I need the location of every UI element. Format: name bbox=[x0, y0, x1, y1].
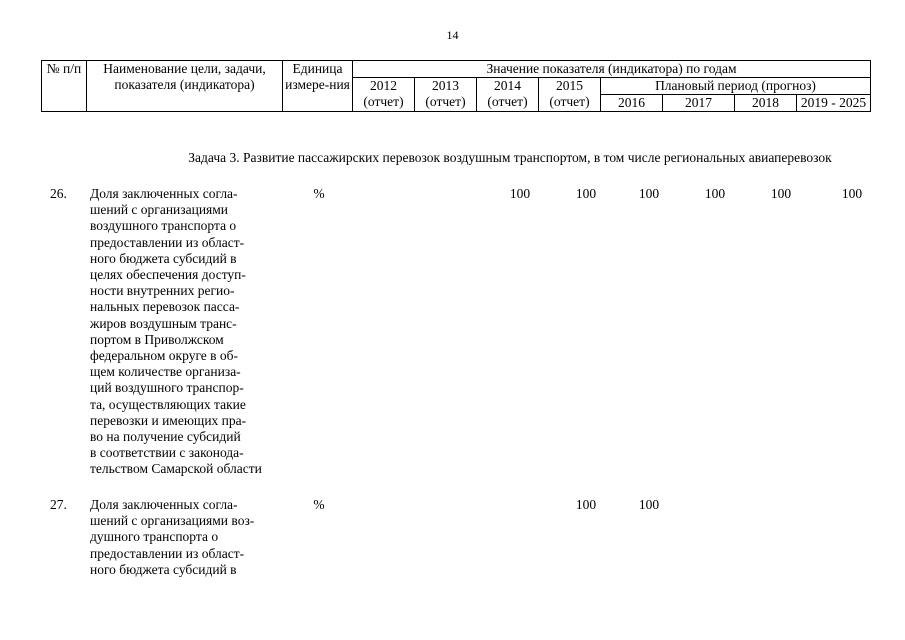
header-year-2012: 2012 (отчет) bbox=[353, 78, 415, 112]
header-plan-2019-2025: 2019 - 2025 bbox=[797, 95, 871, 112]
header-num: № п/п bbox=[42, 61, 87, 112]
header-plan-2018: 2018 bbox=[735, 95, 797, 112]
row-27-unit: % bbox=[313, 497, 325, 512]
row-26-unit: % bbox=[313, 186, 325, 201]
row-26-val-2015: 100 bbox=[575, 186, 597, 201]
header-plan-2017: 2017 bbox=[663, 95, 735, 112]
row-26-val-2016: 100 bbox=[638, 186, 660, 201]
header-table bbox=[41, 60, 871, 112]
header-year-2015: 2015 (отчет) bbox=[539, 78, 601, 112]
row-27-num: 27. bbox=[50, 497, 67, 512]
row-27-val-2016: 100 bbox=[638, 497, 660, 512]
header-unit: Единица измере-ния bbox=[283, 61, 353, 112]
header-plan-title: Плановый период (прогноз) bbox=[601, 78, 871, 95]
task-title: Задача 3. Развитие пассажирских перевозок воздушным транспортом, в том числе региональных авиаперевозок bbox=[188, 150, 832, 165]
row-27-name: Доля заключенных согла- шений с организациями воз- душного транспорта о предоставлении из област- ного бюджета субсидий в bbox=[90, 497, 255, 577]
header-plan-2016: 2016 bbox=[601, 95, 663, 112]
header-year-2013: 2013 (отчет) bbox=[415, 78, 477, 112]
header-values-title: Значение показателя (индикатора) по годам bbox=[353, 61, 871, 78]
page-number: 14 bbox=[446, 28, 459, 42]
row-26-num: 26. bbox=[50, 186, 67, 201]
row-26-name: Доля заключенных согла- шений с организациями воздушного транспорта о предоставлении из област- ного бюджета субсидий в целях обеспечения доступ- ности внутренних регио- нальных перевозок пасса- жиров воздушным транс- портом в Приволжском федеральном округе в об- щем количестве организа- ций воздушного транспор- та, осуществляющих такие перевозки и имеющих пра- во на получение субсидий в соответствии с законода- тельством Самарской области bbox=[90, 186, 262, 477]
row-26-val-2017: 100 bbox=[704, 186, 726, 201]
header-name: Наименование цели, задачи, показателя (индикатора) bbox=[87, 61, 283, 112]
row-26-val-2019-2025: 100 bbox=[841, 186, 863, 201]
row-26-val-2018: 100 bbox=[770, 186, 792, 201]
header-year-2014: 2014 (отчет) bbox=[477, 78, 539, 112]
row-27-val-2015: 100 bbox=[575, 497, 597, 512]
row-26-val-2014: 100 bbox=[509, 186, 531, 201]
